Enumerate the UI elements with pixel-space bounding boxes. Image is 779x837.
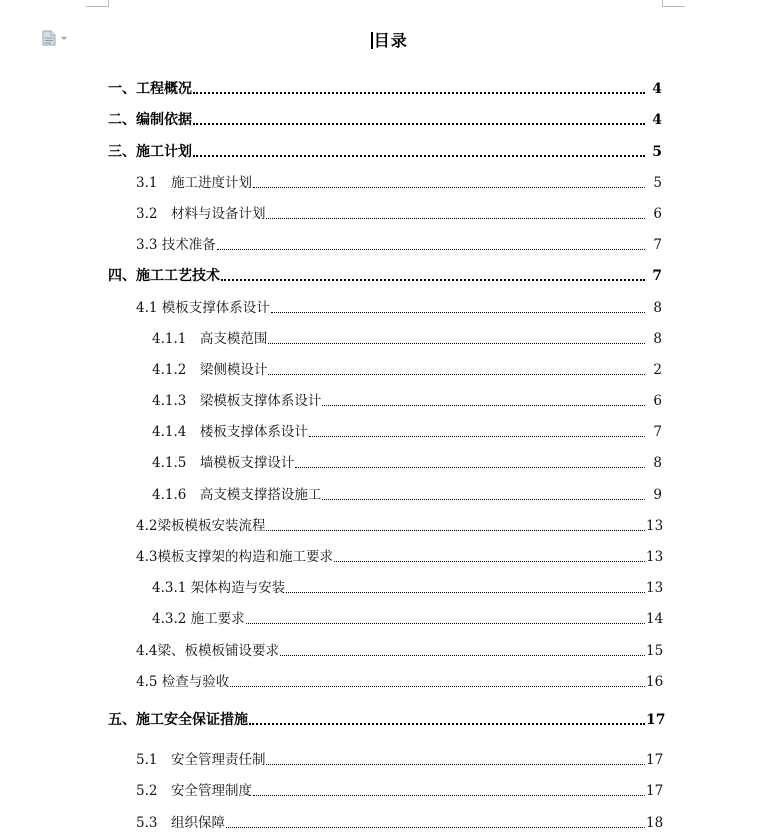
toc-entry-label: 3.3 技术准备 (136, 237, 216, 253)
toc-entry-label: 二、编制依据 (108, 112, 192, 128)
toc-page-number: 8 (653, 455, 662, 471)
toc-entry[interactable] (0, 421, 662, 441)
toc-leader-dots (249, 722, 645, 725)
toc-title-text: 目录 (373, 31, 408, 50)
toc-entry-label: 4.1.5 墙模板支撑设计 (152, 455, 295, 471)
toc-entry-label: 3.1 施工进度计划 (136, 175, 252, 191)
toc-entry-label: 4.1.4 楼板支撑体系设计 (152, 424, 308, 440)
toc-entry-label: 一、工程概况 (108, 81, 192, 97)
toc-entry-label: 4.1.6 高支模支撑搭设施工 (152, 487, 322, 503)
toc-entry-label: 五、施工安全保证措施 (108, 712, 248, 728)
toc-page-number: 7 (652, 268, 662, 284)
toc-entry-label: 5.1 安全管理责任制 (136, 752, 266, 768)
toc-entry[interactable] (0, 709, 666, 729)
toc-entry-label: 4.2梁板模板安装流程 (136, 518, 266, 534)
toc-leader-dots (253, 186, 645, 188)
toc-entry-label: 四、施工工艺技术 (108, 268, 220, 284)
toc-page-number: 13 (646, 518, 664, 534)
toc-leader-dots (246, 622, 645, 624)
toc-page-number: 14 (646, 611, 664, 627)
page-corner-mark-left (86, 0, 109, 7)
toc-entry-label: 5.3 组织保障 (136, 815, 225, 831)
toc-entry[interactable] (0, 109, 662, 129)
toc-leader-dots (217, 248, 645, 250)
toc-entry[interactable] (0, 452, 662, 472)
toc-page-number: 17 (646, 783, 664, 799)
toc-leader-dots (334, 560, 645, 562)
toc-entry[interactable] (0, 297, 662, 317)
toc-entry-label: 三、施工计划 (108, 144, 192, 160)
toc-leader-dots (271, 311, 645, 313)
toc-page-number: 17 (646, 752, 664, 768)
toc-entry[interactable] (0, 812, 662, 832)
toc-entry[interactable] (0, 203, 662, 223)
toc-entry[interactable] (0, 328, 662, 348)
toc-entry[interactable] (0, 671, 662, 691)
toc-page-number: 15 (646, 643, 664, 659)
toc-entry[interactable] (0, 359, 662, 379)
toc-entry-label: 5.2 安全管理制度 (136, 783, 252, 799)
toc-entry[interactable] (0, 484, 662, 504)
toc-leader-dots (309, 435, 645, 437)
toc-entry[interactable] (0, 608, 662, 628)
toc-entry[interactable] (0, 749, 662, 769)
toc-entry[interactable] (0, 141, 662, 161)
toc-leader-dots (266, 763, 645, 765)
toc-entry-label: 4.1 模板支撑体系设计 (136, 300, 270, 316)
toc-leader-dots (322, 404, 645, 406)
toc-entry-label: 4.3.1 架体构造与安装 (152, 580, 286, 596)
toc-entry[interactable] (0, 515, 662, 535)
toc-page-number: 6 (653, 206, 662, 222)
toc-leader-dots (230, 685, 645, 687)
toc-page-number: 18 (646, 815, 664, 831)
toc-entry-label: 4.1.2 梁侧模设计 (152, 362, 268, 378)
toc-leader-dots (266, 529, 645, 531)
toc-page-number: 5 (652, 144, 662, 160)
toc-entry[interactable] (0, 390, 662, 410)
toc-leader-dots (280, 654, 645, 656)
toc-leader-dots (268, 342, 645, 344)
toc-leader-dots (193, 154, 645, 157)
toc-page-number: 16 (646, 674, 664, 690)
toc-page-number: 13 (646, 549, 664, 565)
toc-entry-label: 4.3.2 施工要求 (152, 611, 245, 627)
toc-leader-dots (266, 217, 645, 219)
toc-entry-label: 4.5 检查与验收 (136, 674, 230, 690)
toc-page-number: 2 (653, 362, 662, 378)
page-corner-mark-right (662, 0, 685, 7)
toc-entry-label: 4.3模板支撑架的构造和施工要求 (136, 549, 333, 565)
toc-page-number: 7 (653, 424, 662, 440)
toc-entry[interactable] (0, 546, 662, 566)
toc-leader-dots (268, 373, 645, 375)
toc-leader-dots (226, 826, 645, 828)
toc-leader-dots (322, 498, 645, 500)
toc-entry[interactable] (0, 234, 662, 254)
toc-leader-dots (295, 466, 645, 468)
toc-leader-dots (286, 591, 645, 593)
toc-page-number: 4 (652, 81, 662, 97)
toc-leader-dots (193, 91, 645, 94)
toc-page-number: 8 (653, 300, 662, 316)
toc-entry-label: 3.2 材料与设备计划 (136, 206, 266, 222)
toc-page-number: 5 (653, 175, 662, 191)
toc-entry-label: 4.4梁、板模板铺设要求 (136, 643, 279, 659)
toc-page-number: 9 (653, 487, 662, 503)
toc-page-number: 4 (652, 112, 662, 128)
toc-page-number: 7 (653, 237, 662, 253)
toc-leader-dots (221, 278, 645, 281)
toc-entry[interactable] (0, 265, 662, 285)
toc-entry[interactable] (0, 172, 662, 192)
toc-page-number: 17 (646, 712, 666, 728)
toc-leader-dots (193, 122, 645, 125)
toc-page-number: 8 (653, 331, 662, 347)
toc-leader-dots (253, 794, 645, 796)
toc-entry[interactable] (0, 780, 662, 800)
toc-page-number: 13 (646, 580, 664, 596)
toc-page-number: 6 (653, 393, 662, 409)
toc-entry-label: 4.1.3 梁模板支撑体系设计 (152, 393, 322, 409)
text-cursor (371, 32, 373, 49)
toc-entry[interactable] (0, 78, 662, 98)
toc-entry-label: 4.1.1 高支模范围 (152, 331, 268, 347)
toc-title (0, 28, 779, 51)
toc-entry[interactable] (0, 640, 662, 660)
toc-entry[interactable] (0, 577, 662, 597)
